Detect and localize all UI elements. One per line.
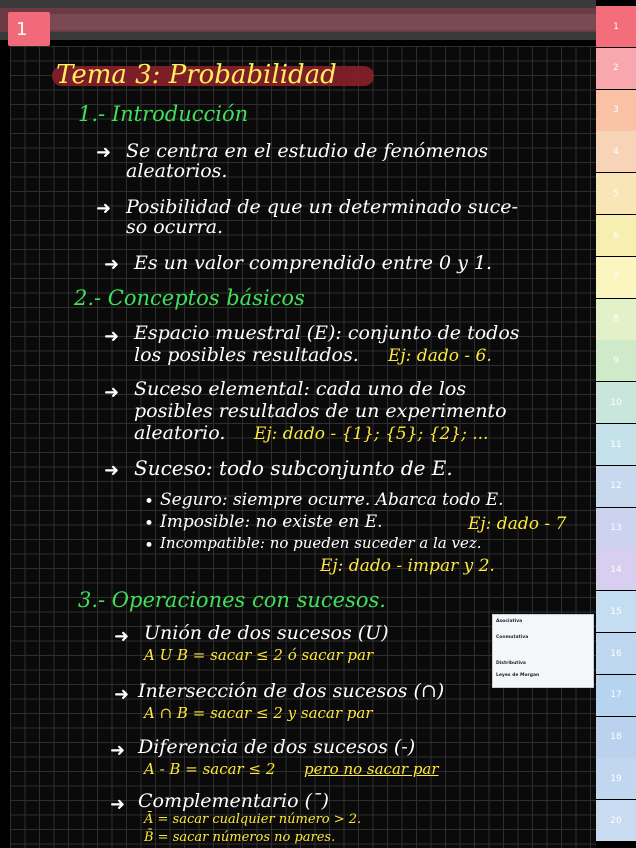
concept-line-1a: Espacio muestral (E): conjunto de todos: [134, 322, 520, 344]
bullet-icon: •: [144, 514, 155, 534]
grid-page: [10, 46, 596, 848]
section-tab-20[interactable]: 20: [596, 800, 636, 841]
section-tab-3[interactable]: 3: [596, 90, 636, 131]
arrow-icon: ➜: [96, 198, 112, 219]
sticker-row-morgan: Leyes de Morgan: [496, 673, 540, 678]
section-tabs: [596, 0, 636, 848]
intro-line-1a: Se centra en el estudio de fenómenos: [126, 140, 489, 162]
page-number-badge[interactable]: 1: [8, 12, 50, 46]
op-difference: Diferencia de dos sucesos (-): [138, 736, 416, 758]
op-difference-example-b: pero no sacar par: [304, 760, 439, 778]
section-tab-15[interactable]: 15: [596, 591, 636, 632]
op-complement: Complementario (¯): [138, 790, 329, 812]
arrow-icon: ➜: [104, 254, 120, 275]
bullet-icon: •: [144, 536, 155, 556]
section-tab-17[interactable]: 17: [596, 675, 636, 716]
concept-line-2b: posibles resultados de un experimento: [134, 400, 507, 422]
section-tab-6[interactable]: 6: [596, 215, 636, 256]
top-bar: [0, 0, 596, 40]
bullet-imposible-example: Ej: dado - 7: [468, 514, 567, 534]
section-heading-3: 3.- Operaciones con sucesos.: [78, 588, 386, 612]
intro-line-3: Es un valor comprendido entre 0 y 1.: [134, 252, 493, 274]
intro-line-2b: so ocurra.: [126, 216, 224, 238]
concept-example-2: Ej: dado - {1}; {5}; {2}; ...: [254, 424, 489, 444]
op-intersection-example: A ∩ B = sacar ≤ 2 y sacar par: [144, 704, 373, 722]
concept-line-1b: los posibles resultados.: [134, 344, 359, 366]
section-tab-5[interactable]: 5: [596, 173, 636, 214]
arrow-icon: ➜: [110, 794, 126, 815]
op-union-example: A U B = sacar ≤ 2 ó sacar par: [144, 646, 374, 664]
section-heading-2: 2.- Conceptos básicos: [74, 286, 305, 310]
sticker-row-distributiva: Distributiva: [496, 661, 526, 666]
op-complement-example-b: B̄ = sacar números no pares.: [144, 830, 336, 845]
section-tab-10[interactable]: 10: [596, 382, 636, 423]
section-tab-4[interactable]: 4: [596, 131, 636, 172]
bullet-icon: •: [144, 492, 155, 512]
op-complement-example-a: Ā = sacar cualquier número > 2.: [144, 812, 362, 827]
concept-example-1: Ej: dado - 6.: [388, 346, 492, 366]
arrow-icon: ➜: [104, 326, 120, 347]
section-tab-16[interactable]: 16: [596, 633, 636, 674]
section-tab-13[interactable]: 13: [596, 508, 636, 549]
top-bar-band-inner: [50, 14, 596, 30]
bullet-seguro: Seguro: siempre ocurre. Abarca todo E.: [160, 490, 504, 510]
section-tab-19[interactable]: 19: [596, 758, 636, 799]
concept-line-3: Suceso: todo subconjunto de E.: [134, 456, 453, 480]
section-tab-9[interactable]: 9: [596, 340, 636, 381]
concept-line-2c: aleatorio.: [134, 422, 226, 444]
bullet-incompatible-example: Ej: dado - impar y 2.: [320, 556, 495, 576]
section-tab-8[interactable]: 8: [596, 299, 636, 340]
arrow-icon: ➜: [104, 460, 120, 481]
arrow-icon: ➜: [114, 684, 130, 705]
operations-properties-sticker[interactable]: [492, 614, 594, 688]
section-tab-1[interactable]: 1: [596, 6, 636, 47]
sticker-row-asociativa: Asociativa: [496, 619, 523, 624]
arrow-icon: ➜: [104, 382, 120, 403]
arrow-icon: ➜: [114, 626, 130, 647]
section-tab-11[interactable]: 11: [596, 424, 636, 465]
concept-line-2a: Suceso elemental: cada uno de los: [134, 378, 467, 400]
op-difference-example-a: A - B = sacar ≤ 2: [144, 760, 276, 778]
arrow-icon: ➜: [110, 740, 126, 761]
section-heading-1: 1.- Introducción: [78, 102, 249, 126]
intro-line-1b: aleatorios.: [126, 160, 228, 182]
op-intersection: Intersección de dos sucesos (∩): [138, 680, 445, 702]
bullet-imposible: Imposible: no existe en E.: [160, 512, 383, 532]
bullet-incompatible: Incompatible: no pueden suceder a la vez.: [160, 534, 482, 552]
section-tab-14[interactable]: 14: [596, 549, 636, 590]
section-tab-12[interactable]: 12: [596, 466, 636, 507]
section-tab-7[interactable]: 7: [596, 257, 636, 298]
section-tab-18[interactable]: 18: [596, 717, 636, 758]
op-union: Unión de dos sucesos (U): [144, 622, 389, 644]
page-title: Tema 3: Probabilidad: [56, 60, 337, 90]
section-tab-2[interactable]: 2: [596, 48, 636, 89]
intro-line-2a: Posibilidad de que un determinado suce-: [126, 196, 518, 218]
sticker-row-conmutativa: Conmutativa: [496, 635, 529, 640]
arrow-icon: ➜: [96, 142, 112, 163]
